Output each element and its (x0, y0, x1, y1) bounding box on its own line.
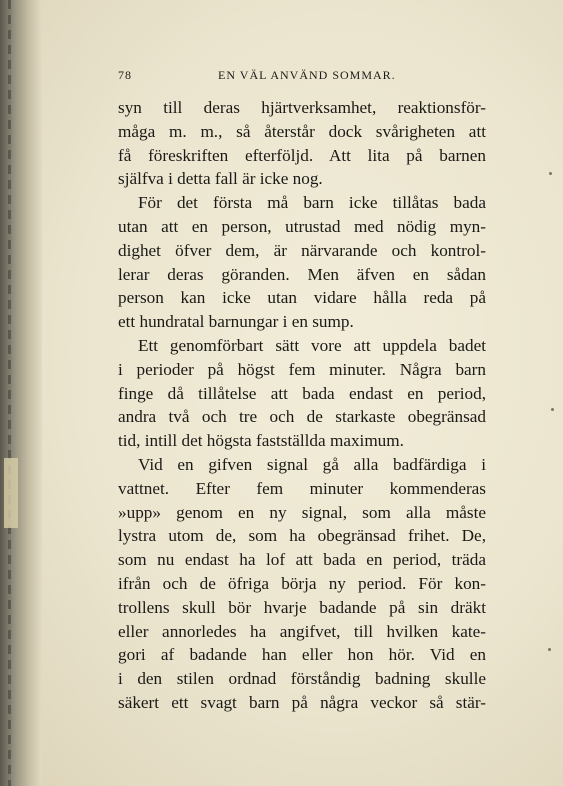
text-line: i perioder på högst fem minuter. Några barn (118, 359, 486, 379)
text-line: som nu endast ha lof att bada en period, träda (118, 550, 486, 570)
text-line: ifrån och de öfriga börja ny period. För kon- (118, 573, 486, 593)
text-line: ett hundratal barnungar i en sump. (118, 312, 354, 332)
spine-mark (4, 458, 18, 528)
text-line: tid, intill det högsta fastställda maximum. (118, 431, 404, 451)
speck (551, 408, 554, 411)
text-line: få föreskriften efterföljd. Att lita på barnen (118, 145, 486, 165)
text-line: person kan icke utan vidare hålla reda på (118, 288, 486, 308)
text-line: syn till deras hjärtverksamhet, reaktionsför- (118, 98, 486, 117)
text-line: utan att en person, utrustad med nödig myn- (118, 216, 486, 236)
text-line: gori af badande han eller hon hör. Vid en (118, 645, 486, 665)
text-line: eller annorledes ha angifvet, till hvilken kate- (118, 621, 486, 641)
text-line: vattnet. Efter fem minuter kommenderas (118, 478, 486, 498)
running-head: EN VÄL ANVÄND SOMMAR. (218, 68, 396, 82)
text-line: säkert ett svagt barn på några veckor så stär- (118, 692, 486, 712)
text-line: trollens skull bör hvarje badande på sin dräkt (118, 597, 486, 617)
text-line: lystra utom de, som ha obegränsad frihet. De, (118, 526, 486, 546)
text-line: Vid en gifven signal gå alla badfärdiga i (138, 454, 486, 474)
text-line: dighet öfver dem, är närvarande och kontrol- (118, 240, 486, 260)
page-header (118, 68, 486, 86)
text-line: själfva i detta fall är icke nog. (118, 169, 323, 189)
text-line: »upp» genom en ny signal, som alla måste (118, 502, 486, 522)
text-line: i den stilen ordnad förståndig badning skulle (118, 669, 486, 689)
text-line: måga m. m., så återstår dock svårigheten att (118, 121, 486, 141)
speck (549, 172, 552, 175)
page-number: 78 (118, 68, 132, 82)
text-line: lerar deras göranden. Men äfven en sådan (118, 264, 486, 284)
text-line: För det första må barn icke tillåtas bada (138, 193, 486, 213)
text-line: finge då tillåtelse att bada endast en period, (118, 383, 486, 403)
text-line: Ett genomförbart sätt vore att uppdela badet (138, 335, 486, 355)
body-text (118, 96, 486, 715)
text-line: andra två och tre och de starkaste obegränsad (118, 407, 486, 427)
speck (548, 648, 551, 651)
book-spine (0, 0, 42, 786)
